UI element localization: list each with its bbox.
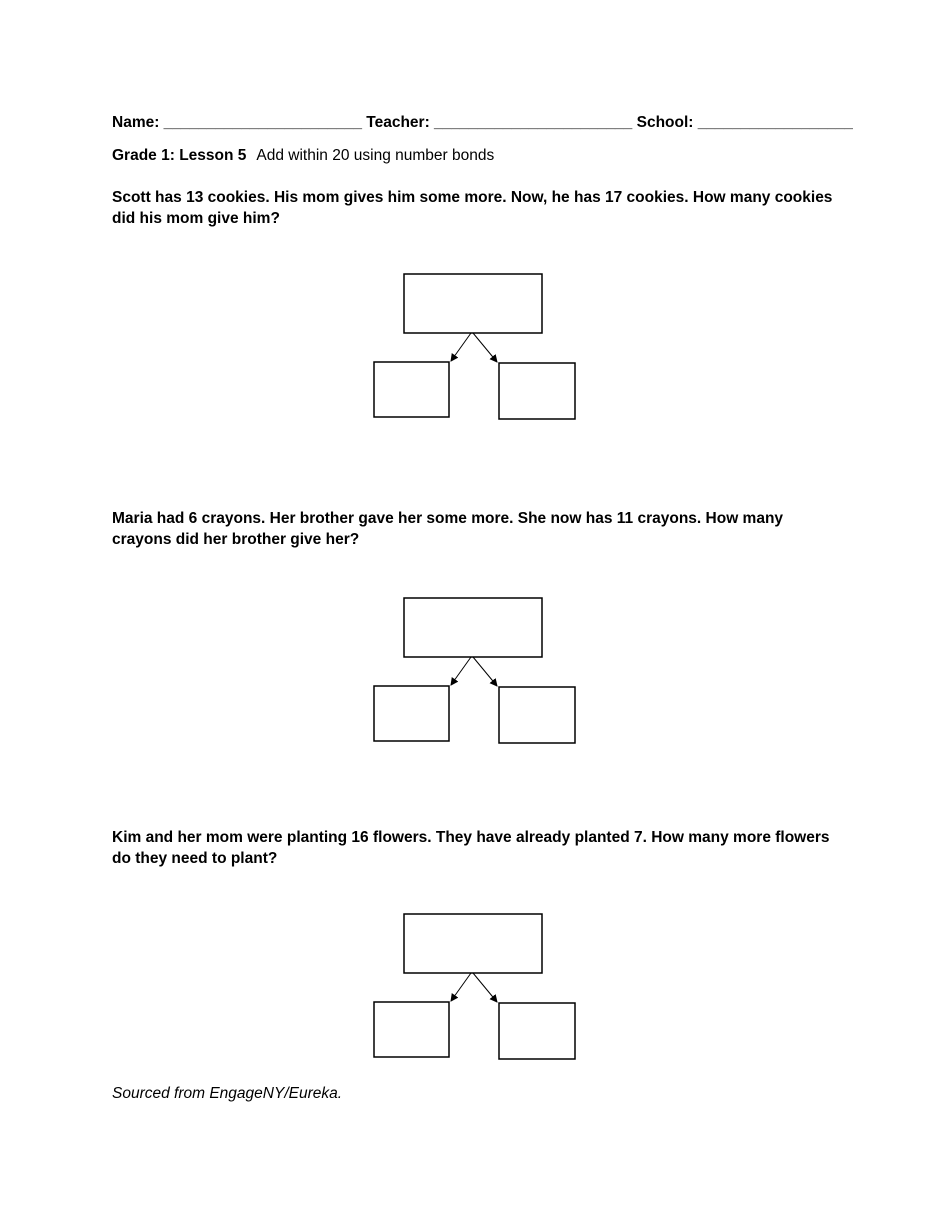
part-box-left[interactable]: [374, 686, 449, 741]
number-bond-1: [370, 272, 580, 422]
left-arrow: [451, 973, 471, 1001]
part-box-right[interactable]: [499, 363, 575, 419]
number-bond-3: [370, 912, 580, 1062]
part-box-left[interactable]: [374, 1002, 449, 1057]
teacher-field[interactable]: Teacher: _______________________: [366, 114, 633, 131]
source-credit: Sourced from EngageNY/Eureka.: [112, 1085, 343, 1102]
part-box-left[interactable]: [374, 362, 449, 417]
lesson-title: Grade 1: Lesson 5: [112, 147, 247, 164]
problem-1-text: Scott has 13 cookies. His mom gives him some more. Now, he has 17 cookies. How many cookies did his mom give him?: [112, 189, 833, 227]
part-box-right[interactable]: [499, 687, 575, 743]
school-field[interactable]: School: __________________: [636, 114, 853, 131]
right-arrow: [473, 973, 497, 1002]
number-bond-2: [370, 596, 580, 746]
student-info-line: [112, 112, 853, 133]
lesson-description: Add within 20 using number bonds: [256, 147, 495, 164]
left-arrow: [451, 333, 471, 361]
lesson-heading: [112, 145, 494, 166]
right-arrow: [473, 657, 497, 686]
problem-2-text: Maria had 6 crayons. Her brother gave her some more. She now has 11 crayons. How many crayons did her brother give her?: [112, 510, 784, 548]
whole-box[interactable]: [404, 598, 542, 657]
left-arrow: [451, 657, 471, 685]
part-box-right[interactable]: [499, 1003, 575, 1059]
whole-box[interactable]: [404, 914, 542, 973]
problem-3-text: Kim and her mom were planting 16 flowers. They have already planted 7. How many more flowers do they need to plant?: [112, 829, 830, 867]
right-arrow: [473, 333, 497, 362]
whole-box[interactable]: [404, 274, 542, 333]
name-field[interactable]: Name: _______________________: [112, 114, 362, 131]
